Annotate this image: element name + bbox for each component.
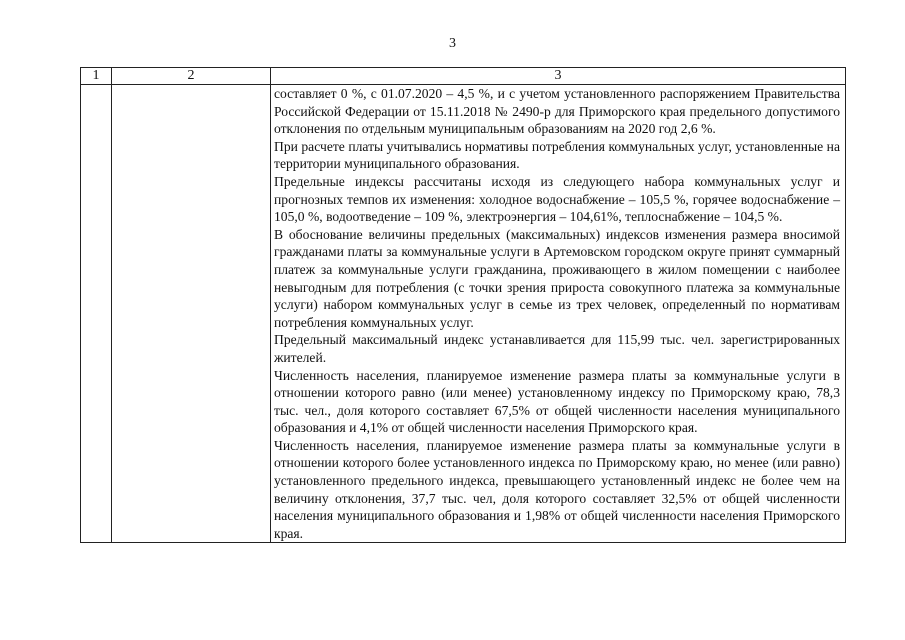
paragraph-share-percentages: составляет 0 %, с 01.07.2020 – 4,5 %, и с учетом установленного распоряжением Правительства Российской Федерации от 15.11.2018 № 2490-р для Приморского края предельного допустимого отклонения по отдельным муниципальным образованиям на 2020 год 2,6 %. xyxy=(274,86,840,137)
column-1-cell xyxy=(81,85,112,543)
column-2-cell xyxy=(112,85,271,543)
document-table xyxy=(80,67,846,543)
page-number: 3 xyxy=(449,36,456,51)
paragraph-utility-indices: Предельные индексы рассчитаны исходя из следующего набора коммунальных услуг и прогнозных темпов их изменения: холодное водоснабжение – 105,5 %, горячее водоснабжение – 105,0 %, водоотведение – 109 %, электроэнергия – 104,61%, теплоснабжение – 104,5 %. xyxy=(274,173,840,225)
column-header-3: 3 xyxy=(271,68,846,85)
column-header-1: 1 xyxy=(81,68,112,85)
paragraph-consumption-norms: При расчете платы учитывались нормативы потребления коммунальных услуг, установленные на территории муниципального образования. xyxy=(274,138,840,172)
paragraph-population-equal-or-less: Численность населения, планируемое изменение размера платы за коммунальные услуги в отношении которого равно (или менее) установленному индексу по Приморскому краю, 78,3 тыс. чел., доля которого составляет 67,5% от общей численности населения муниципального образования и 4,1% от общей численности населения Приморского края. xyxy=(274,367,840,436)
paragraph-max-index-residents: Предельный максимальный индекс устанавливается для 115,99 тыс. чел. зарегистрированных жителей. xyxy=(274,332,840,365)
column-3-cell xyxy=(271,85,846,543)
paragraph-justification: В обоснование величины предельных (максимальных) индексов изменения размера вносимой гражданами платы за коммунальные услуги в Артемовском городском округе принят суммарный платеж за коммунальные услуги гражданина, проживающего в жилом помещении с наиболее невыгодным для потребления (с точки зрения прироста совокупного платежа за коммунальные услуги) набором коммунальных услуг в семье из трех человек, определенный по нормативам потребления коммунальных услуг. xyxy=(274,226,840,330)
table-header-row xyxy=(81,68,846,85)
column-header-2: 2 xyxy=(112,68,271,85)
paragraph-population-above-index: Численность населения, планируемое изменение размера платы за коммунальные услуги в отношении которого более установленного индекса по Приморскому краю, но менее (или равно) установленного предельного индекса, превышающего установленный индекс не более чем на величину отклонения, 37,7 тыс. чел, доля которого составляет 32,5% от общей численности населения муниципального образования и 1,98% от общей численности населения Приморского края. xyxy=(274,437,840,541)
table-body-row xyxy=(81,85,846,543)
